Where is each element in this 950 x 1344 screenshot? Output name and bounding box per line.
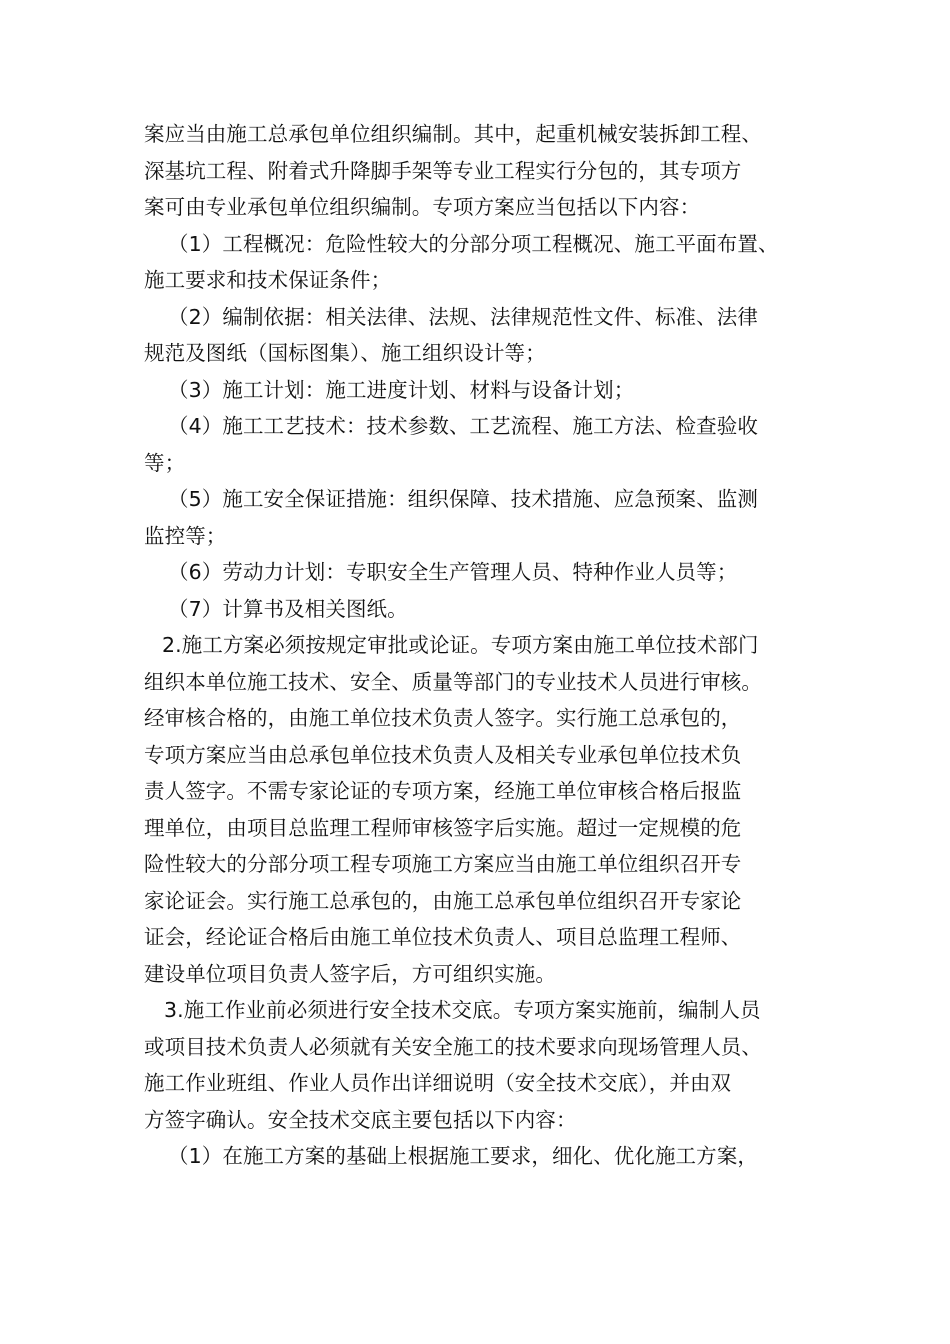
section-2-start: 2.施工方案必须按规定审批或论证。专项方案由施工单位技术部门 bbox=[162, 633, 759, 657]
list-item-7: （7）计算书及相关图纸。 bbox=[168, 596, 408, 621]
text-line: 深基坑工程、附着式升降脚手架等专业工程实行分包的，其专项方 bbox=[144, 158, 742, 183]
text-line: 施工作业班组、作业人员作出详细说明（安全技术交底），并由双 bbox=[144, 1071, 732, 1095]
text-line: 经审核合格的，由施工单位技术负责人签字。实行施工总承包的， bbox=[144, 706, 742, 730]
list-item-1: （1）在施工方案的基础上根据施工要求，细化、优化施工方案， bbox=[168, 1144, 758, 1168]
text-line: 等； bbox=[144, 450, 186, 475]
text-line: 责人签字。不需专家论证的专项方案，经施工单位审核合格后报监 bbox=[144, 779, 742, 803]
text-line: 案应当由施工总承包单位组织编制。其中，起重机械安装拆卸工程、 bbox=[144, 122, 762, 146]
text-line: 方签字确认。安全技术交底主要包括以下内容： bbox=[144, 1107, 577, 1132]
text-line: 理单位，由项目总监理工程师审核签字后实施。超过一定规模的危 bbox=[144, 815, 742, 840]
list-item-3: （3）施工计划：施工进度计划、材料与设备计划； bbox=[168, 377, 635, 402]
list-item-1: （1）工程概况：危险性较大的分部分项工程概况、施工平面布置、 bbox=[168, 231, 779, 256]
text-line: 案可由专业承包单位组织编制。专项方案应当包括以下内容： bbox=[144, 195, 701, 219]
list-item-2: （2）编制依据：相关法律、法规、法律规范性文件、标准、法律 bbox=[168, 304, 758, 329]
text-line: 证会，经论证合格后由施工单位技术负责人、项目总监理工程师、 bbox=[144, 925, 742, 949]
section-3-start: 3.施工作业前必须进行安全技术交底。专项方案实施前，编制人员 bbox=[164, 998, 761, 1022]
text-line: 建设单位项目负责人签字后，方可组织实施。 bbox=[144, 961, 556, 986]
list-item-4: （4）施工工艺技术：技术参数、工艺流程、施工方法、检查验收 bbox=[168, 414, 758, 438]
text-line: 施工要求和技术保证条件； bbox=[144, 268, 392, 292]
list-item-6: （6）劳动力计划：专职安全生产管理人员、特种作业人员等； bbox=[168, 560, 738, 584]
text-line: 险性较大的分部分项工程专项施工方案应当由施工单位组织召开专 bbox=[144, 852, 742, 876]
list-item-5: （5）施工安全保证措施：组织保障、技术措施、应急预案、监测 bbox=[168, 487, 758, 511]
text-line: 家论证会。实行施工总承包的，由施工总承包单位组织召开专家论 bbox=[144, 888, 742, 913]
text-line: 规范及图纸（国标图集）、施工组织设计等； bbox=[144, 341, 546, 365]
text-line: 监控等； bbox=[144, 523, 227, 548]
text-line: 或项目技术负责人必须就有关安全施工的技术要求向现场管理人员、 bbox=[144, 1034, 762, 1059]
text-line: 组织本单位施工技术、安全、质量等部门的专业技术人员进行审核。 bbox=[144, 669, 762, 694]
text-line: 专项方案应当由总承包单位技术负责人及相关专业承包单位技术负 bbox=[144, 742, 742, 767]
document-body bbox=[144, 116, 834, 1175]
